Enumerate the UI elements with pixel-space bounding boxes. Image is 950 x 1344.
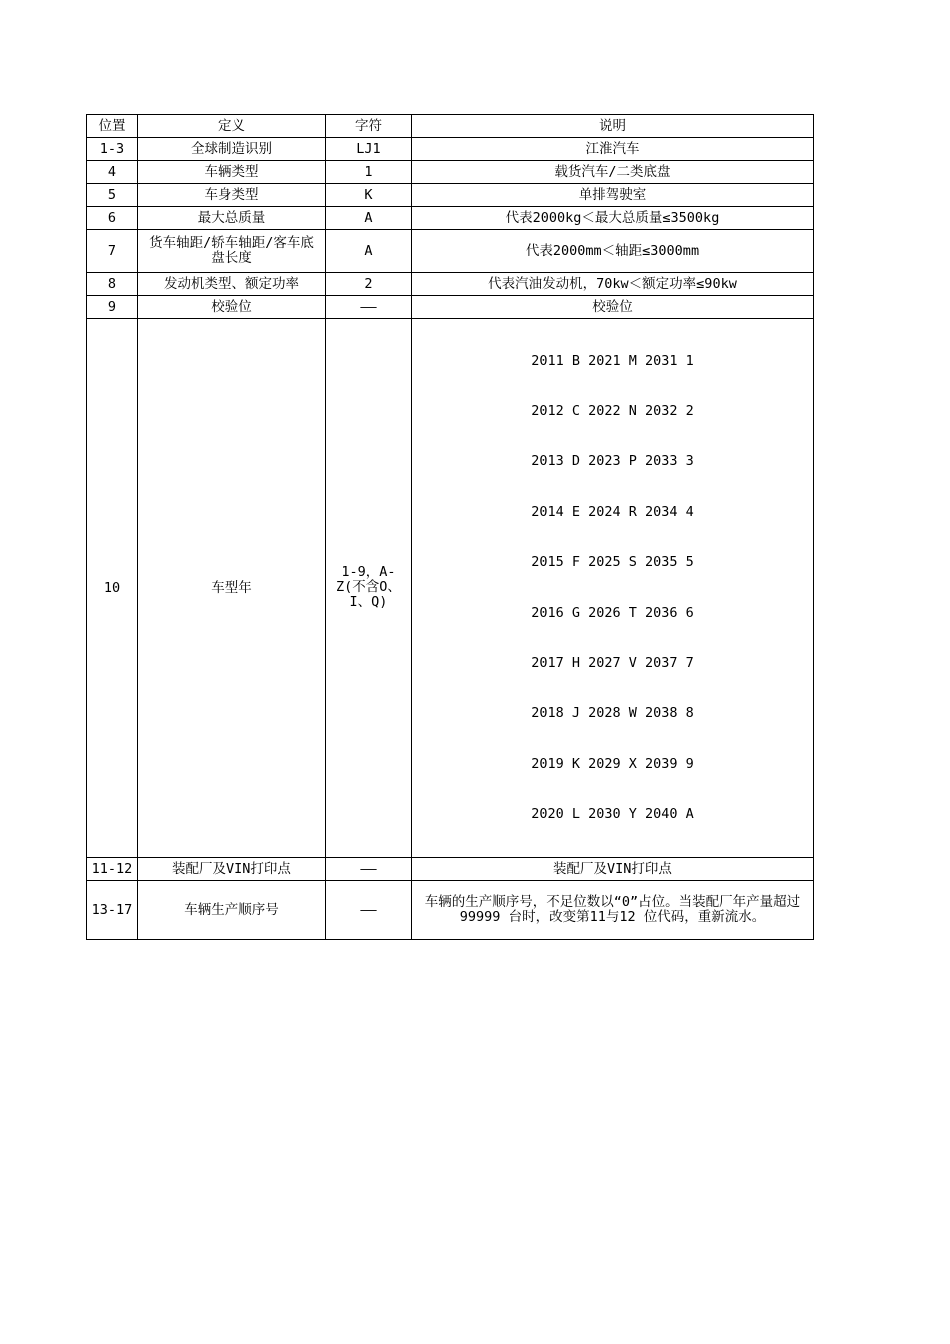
year-code-line: 2016 G 2026 T 2036 6 bbox=[531, 604, 694, 621]
cell-character: 2 bbox=[326, 273, 412, 296]
cell-character: —— bbox=[326, 296, 412, 319]
vin-code-table bbox=[86, 114, 814, 940]
table-header-row bbox=[87, 115, 814, 138]
cell-position: 1-3 bbox=[87, 138, 138, 161]
cell-definition: 校验位 bbox=[138, 296, 326, 319]
cell-position: 10 bbox=[87, 319, 138, 858]
cell-description-text: 车辆的生产顺序号，不足位数以“0”占位。当装配厂年产量超过99999 台时，改变第11与12 位代码，重新流水。 bbox=[424, 893, 801, 925]
table-row bbox=[87, 273, 814, 296]
cell-position: 7 bbox=[87, 230, 138, 273]
year-code-line: 2014 E 2024 R 2034 4 bbox=[531, 503, 694, 520]
table-row bbox=[87, 230, 814, 273]
cell-description: 江淮汽车 bbox=[412, 138, 814, 161]
year-code-line: 2018 J 2028 W 2038 8 bbox=[531, 705, 694, 722]
year-code-line: 2012 C 2022 N 2032 2 bbox=[531, 402, 694, 419]
header-definition: 定义 bbox=[138, 115, 326, 138]
cell-description: 校验位 bbox=[412, 296, 814, 319]
cell-definition: 发动机类型、额定功率 bbox=[138, 273, 326, 296]
cell-position: 13-17 bbox=[87, 880, 138, 939]
table-row bbox=[87, 880, 814, 939]
year-code-line: 2011 B 2021 M 2031 1 bbox=[531, 352, 694, 369]
cell-position: 8 bbox=[87, 273, 138, 296]
cell-position: 9 bbox=[87, 296, 138, 319]
cell-definition: 全球制造识别 bbox=[138, 138, 326, 161]
cell-definition-text: 货车轴距/轿车轴距/客车底盘长度 bbox=[149, 235, 314, 266]
cell-definition bbox=[138, 230, 326, 273]
cell-character-text: 1-9，A-Z(不含O、I、Q) bbox=[336, 564, 401, 611]
year-code-line: 2019 K 2029 X 2039 9 bbox=[531, 755, 694, 772]
cell-character: —— bbox=[326, 857, 412, 880]
table-row bbox=[87, 161, 814, 184]
table-row bbox=[87, 296, 814, 319]
cell-description: 代表汽油发动机，70kw＜额定功率≤90kw bbox=[412, 273, 814, 296]
cell-definition: 最大总质量 bbox=[138, 207, 326, 230]
cell-position: 5 bbox=[87, 184, 138, 207]
table-row bbox=[87, 319, 814, 858]
cell-character: —— bbox=[326, 880, 412, 939]
cell-position: 11-12 bbox=[87, 857, 138, 880]
cell-description: 代表2000mm＜轴距≤3000mm bbox=[412, 230, 814, 273]
year-code-line: 2020 L 2030 Y 2040 A bbox=[531, 806, 694, 823]
cell-definition: 车型年 bbox=[138, 319, 326, 858]
model-year-code-list bbox=[531, 319, 694, 857]
cell-character: LJ1 bbox=[326, 138, 412, 161]
cell-character: A bbox=[326, 207, 412, 230]
table-row bbox=[87, 857, 814, 880]
table-row bbox=[87, 184, 814, 207]
cell-position: 6 bbox=[87, 207, 138, 230]
cell-description: 载货汽车/二类底盘 bbox=[412, 161, 814, 184]
header-character: 字符 bbox=[326, 115, 412, 138]
year-code-line: 2013 D 2023 P 2033 3 bbox=[531, 453, 694, 470]
table-row bbox=[87, 138, 814, 161]
cell-definition: 车辆生产顺序号 bbox=[138, 880, 326, 939]
cell-description: 装配厂及VIN打印点 bbox=[412, 857, 814, 880]
cell-character: K bbox=[326, 184, 412, 207]
header-description: 说明 bbox=[412, 115, 814, 138]
cell-definition: 车辆类型 bbox=[138, 161, 326, 184]
cell-position: 4 bbox=[87, 161, 138, 184]
cell-description bbox=[412, 880, 814, 939]
cell-description: 单排驾驶室 bbox=[412, 184, 814, 207]
year-code-line: 2015 F 2025 S 2035 5 bbox=[531, 554, 694, 571]
cell-description: 代表2000kg＜最大总质量≤3500kg bbox=[412, 207, 814, 230]
year-code-line: 2017 H 2027 V 2037 7 bbox=[531, 654, 694, 671]
table-row bbox=[87, 207, 814, 230]
cell-definition: 装配厂及VIN打印点 bbox=[138, 857, 326, 880]
cell-character bbox=[326, 319, 412, 858]
cell-definition: 车身类型 bbox=[138, 184, 326, 207]
cell-character: 1 bbox=[326, 161, 412, 184]
cell-description bbox=[412, 319, 814, 858]
cell-character: A bbox=[326, 230, 412, 273]
header-position: 位置 bbox=[87, 115, 138, 138]
